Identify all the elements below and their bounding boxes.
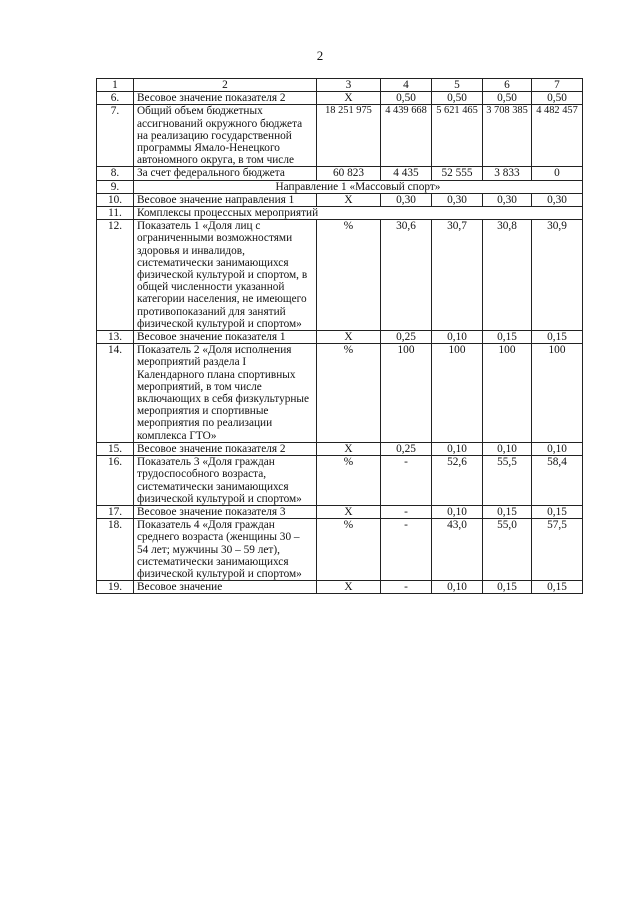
row-number: 19.: [97, 581, 134, 594]
row-number: 8.: [97, 167, 134, 180]
table-row: [97, 456, 583, 506]
unit-cell: %: [317, 220, 381, 331]
indicators-table: [96, 78, 583, 594]
table-row: [97, 505, 583, 518]
indicator-name: За счет федерального бюджета: [134, 167, 317, 180]
section-heading: Направление 1 «Массовый спорт»: [134, 180, 583, 193]
row-number: 16.: [97, 456, 134, 506]
value-cell: 4 482 457: [532, 105, 583, 167]
value-cell: 55,0: [483, 519, 532, 581]
value-cell: 0,30: [381, 193, 432, 206]
header-row: [97, 79, 583, 92]
value-cell: 58,4: [532, 456, 583, 506]
value-cell: 100: [432, 344, 483, 443]
value-cell: 0: [532, 167, 583, 180]
value-cell: 5 621 465: [432, 105, 483, 167]
table-row: [97, 167, 583, 180]
value-cell: 0,30: [432, 193, 483, 206]
unit-cell: %: [317, 519, 381, 581]
unit-cell: Х: [317, 92, 381, 105]
value-cell: 100: [483, 344, 532, 443]
indicator-name: Общий объем бюджетных ассигнований окружного бюджета на реализацию государственной программы Ямало-Ненецкого автономного округа, в том числе: [134, 105, 317, 167]
value-cell: -: [381, 456, 432, 506]
indicator-name: Весовое значение показателя 2: [134, 92, 317, 105]
value-cell: 0,30: [483, 193, 532, 206]
value-cell: 0,15: [483, 505, 532, 518]
row-number: 9.: [97, 180, 134, 193]
value-cell: 0,10: [483, 442, 532, 455]
indicator-name: Весовое значение показателя 3: [134, 505, 317, 518]
row-number: 6.: [97, 92, 134, 105]
value-cell: 100: [532, 344, 583, 443]
value-cell: 4 439 668: [381, 105, 432, 167]
table-row: [97, 207, 583, 220]
value-cell: 0,15: [532, 505, 583, 518]
indicator-name: Показатель 4 «Доля граждан среднего возраста (женщины 30 – 54 лет; мужчины 30 – 59 лет), систематически занимающихся физической культурой и спортом»: [134, 519, 317, 581]
value-cell: 55,5: [483, 456, 532, 506]
value-cell: 4 435: [381, 167, 432, 180]
value-cell: 0,50: [381, 92, 432, 105]
indicator-name: Показатель 3 «Доля граждан трудоспособного возраста, систематически занимающихся физической культурой и спортом»: [134, 456, 317, 506]
indicator-name: Весовое значение показателя 1: [134, 331, 317, 344]
section-heading: Комплексы процессных мероприятий: [134, 207, 583, 220]
value-cell: 0,15: [483, 581, 532, 594]
value-cell: 0,10: [432, 581, 483, 594]
value-cell: -: [381, 505, 432, 518]
row-number: 7.: [97, 105, 134, 167]
value-cell: 52 555: [432, 167, 483, 180]
indicator-name: Весовое значение направления 1: [134, 193, 317, 206]
value-cell: 0,50: [432, 92, 483, 105]
value-cell: 0,10: [532, 442, 583, 455]
value-cell: 100: [381, 344, 432, 443]
value-cell: 0,10: [432, 442, 483, 455]
table-row: [97, 105, 583, 167]
unit-cell: %: [317, 456, 381, 506]
value-cell: 43,0: [432, 519, 483, 581]
table-row: [97, 331, 583, 344]
header-cell: 1: [97, 79, 134, 92]
row-number: 10.: [97, 193, 134, 206]
value-cell: 0,30: [532, 193, 583, 206]
row-number: 18.: [97, 519, 134, 581]
value-cell: 30,6: [381, 220, 432, 331]
value-cell: 30,7: [432, 220, 483, 331]
row-number: 11.: [97, 207, 134, 220]
unit-cell: Х: [317, 442, 381, 455]
row-number: 13.: [97, 331, 134, 344]
value-cell: 0,10: [432, 505, 483, 518]
value-cell: 0,50: [483, 92, 532, 105]
value-cell: 0,25: [381, 331, 432, 344]
value-cell: 0,15: [483, 331, 532, 344]
table-row: [97, 193, 583, 206]
row-number: 15.: [97, 442, 134, 455]
header-cell: 5: [432, 79, 483, 92]
header-cell: 2: [134, 79, 317, 92]
value-cell: 0,25: [381, 442, 432, 455]
value-cell: -: [381, 581, 432, 594]
value-cell: 3 708 385: [483, 105, 532, 167]
indicator-name: Весовое значение: [134, 581, 317, 594]
header-cell: 7: [532, 79, 583, 92]
value-cell: 0,15: [532, 331, 583, 344]
value-cell: 3 833: [483, 167, 532, 180]
header-cell: 6: [483, 79, 532, 92]
value-cell: 0,50: [532, 92, 583, 105]
indicator-name: Показатель 1 «Доля лиц с ограниченными возможностями здоровья и инвалидов, систематически занимающихся физической культурой и спортом, в общей численности указанной категории населения, не имеющего противопоказаний для занятий физической культурой и спортом»: [134, 220, 317, 331]
table-row: [97, 344, 583, 443]
unit-cell: 60 823: [317, 167, 381, 180]
header-cell: 3: [317, 79, 381, 92]
value-cell: -: [381, 519, 432, 581]
value-cell: 52,6: [432, 456, 483, 506]
value-cell: 57,5: [532, 519, 583, 581]
value-cell: 30,9: [532, 220, 583, 331]
unit-cell: 18 251 975: [317, 105, 381, 167]
unit-cell: %: [317, 344, 381, 443]
indicator-name: Весовое значение показателя 2: [134, 442, 317, 455]
table-row: [97, 519, 583, 581]
unit-cell: Х: [317, 581, 381, 594]
table-row: [97, 220, 583, 331]
unit-cell: Х: [317, 505, 381, 518]
row-number: 14.: [97, 344, 134, 443]
value-cell: 0,15: [532, 581, 583, 594]
header-cell: 4: [381, 79, 432, 92]
table-row: [97, 92, 583, 105]
table-row: [97, 581, 583, 594]
value-cell: 30,8: [483, 220, 532, 331]
unit-cell: Х: [317, 331, 381, 344]
page-number: 2: [316, 48, 324, 63]
row-number: 17.: [97, 505, 134, 518]
value-cell: 0,10: [432, 331, 483, 344]
row-number: 12.: [97, 220, 134, 331]
table-row: [97, 442, 583, 455]
table-body: [97, 79, 583, 594]
indicator-name: Показатель 2 «Доля исполнения мероприятий раздела I Календарного плана спортивных мероприятий, в том числе включающих в себя физкультурные мероприятия и спортивные мероприятия по реализации комплекса ГТО»: [134, 344, 317, 443]
unit-cell: Х: [317, 193, 381, 206]
table-row: [97, 180, 583, 193]
